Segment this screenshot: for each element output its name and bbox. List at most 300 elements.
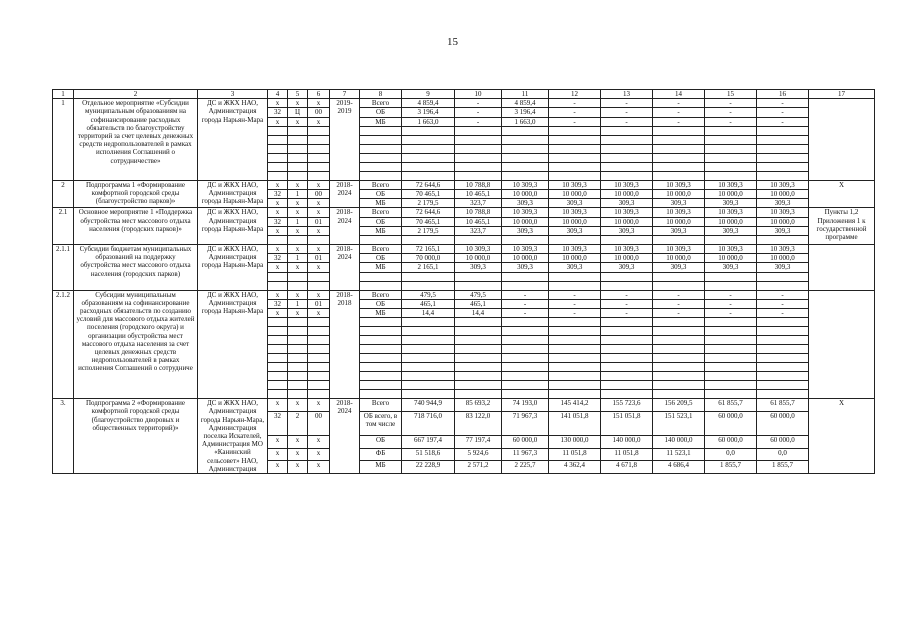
amount-cell: 11 051,8: [549, 448, 601, 461]
code-cell: 01: [308, 299, 330, 308]
funding-source: [360, 126, 402, 135]
amount-cell: [601, 372, 653, 381]
amount-cell: [757, 126, 809, 135]
amount-cell: [455, 327, 502, 336]
code-cell: x: [308, 399, 330, 412]
code-cell: x: [268, 208, 288, 217]
amount-cell: -: [653, 290, 705, 299]
amount-cell: [402, 236, 455, 245]
column-number-header: 9: [402, 90, 455, 99]
amount-cell: [549, 336, 601, 345]
amount-cell: [549, 153, 601, 162]
amount-cell: 10 000,0: [549, 190, 601, 199]
code-cell: 32: [268, 299, 288, 308]
code-cell: [268, 162, 288, 171]
code-cell: [268, 153, 288, 162]
column-number-header: 3: [198, 90, 268, 99]
amount-cell: 10 309,3: [502, 180, 549, 189]
executor-cell: ДС и ЖКХ НАО, Администрация города Нарьян-Мара: [198, 180, 268, 208]
amount-cell: 10 000,0: [705, 254, 757, 263]
funding-source: [360, 272, 402, 281]
funding-source: ОБ: [360, 299, 402, 308]
amount-cell: [549, 363, 601, 372]
code-cell: 32: [268, 190, 288, 199]
code-cell: x: [308, 290, 330, 299]
amount-cell: [601, 126, 653, 135]
code-cell: x: [308, 245, 330, 254]
amount-cell: [601, 390, 653, 399]
table-row: [53, 99, 875, 108]
column-number-header: 4: [268, 90, 288, 99]
code-cell: x: [308, 226, 330, 235]
amount-cell: [502, 153, 549, 162]
code-cell: [288, 363, 308, 372]
funding-source: [360, 336, 402, 345]
amount-cell: 10 000,0: [705, 217, 757, 226]
amount-cell: 10 000,0: [757, 254, 809, 263]
amount-cell: -: [757, 299, 809, 308]
amount-cell: [653, 281, 705, 290]
amount-cell: [502, 390, 549, 399]
code-cell: 1: [288, 299, 308, 308]
amount-cell: 60 000,0: [757, 411, 809, 435]
amount-cell: 10 000,0: [757, 190, 809, 199]
amount-cell: [455, 345, 502, 354]
amount-cell: [705, 281, 757, 290]
note-cell: [809, 99, 875, 181]
amount-cell: 130 000,0: [549, 435, 601, 448]
amount-cell: 309,3: [601, 226, 653, 235]
amount-cell: [653, 354, 705, 363]
amount-cell: 10 000,0: [653, 254, 705, 263]
code-cell: [288, 354, 308, 363]
funding-source: МБ: [360, 199, 402, 208]
amount-cell: 309,3: [705, 226, 757, 235]
code-cell: [268, 236, 288, 245]
code-cell: x: [308, 208, 330, 217]
amount-cell: 70 465,1: [402, 217, 455, 226]
code-cell: x: [268, 309, 288, 318]
amount-cell: 155 723,6: [601, 399, 653, 412]
activity-title: Субсидии бюджетам муниципальных образований на поддержку обустройства мест массового отдыха населения (городских парков): [74, 245, 198, 291]
code-cell: [268, 126, 288, 135]
code-cell: x: [268, 290, 288, 299]
code-cell: 1: [288, 254, 308, 263]
amount-cell: [502, 327, 549, 336]
code-cell: x: [288, 448, 308, 461]
amount-cell: [601, 144, 653, 153]
code-cell: x: [288, 263, 308, 272]
amount-cell: -: [601, 108, 653, 117]
code-cell: 00: [308, 190, 330, 199]
code-cell: [288, 171, 308, 180]
amount-cell: 10 465,1: [455, 217, 502, 226]
amount-cell: [549, 162, 601, 171]
amount-cell: [549, 171, 601, 180]
code-cell: [288, 144, 308, 153]
amount-cell: 309,3: [549, 226, 601, 235]
amount-cell: [653, 272, 705, 281]
amount-cell: 309,3: [502, 199, 549, 208]
amount-cell: 60 000,0: [705, 435, 757, 448]
amount-cell: 10 000,0: [549, 217, 601, 226]
amount-cell: [502, 171, 549, 180]
amount-cell: 309,3: [549, 199, 601, 208]
amount-cell: [705, 372, 757, 381]
code-cell: [288, 281, 308, 290]
amount-cell: 10 309,3: [757, 245, 809, 254]
amount-cell: 74 193,0: [502, 399, 549, 412]
amount-cell: [549, 144, 601, 153]
table-header-row: [53, 90, 875, 99]
column-number-header: 10: [455, 90, 502, 99]
amount-cell: 60 000,0: [757, 435, 809, 448]
amount-cell: 10 309,3: [549, 245, 601, 254]
code-cell: [288, 345, 308, 354]
amount-cell: [757, 372, 809, 381]
amount-cell: [601, 236, 653, 245]
column-number-header: 16: [757, 90, 809, 99]
amount-cell: [757, 153, 809, 162]
funding-source: [360, 327, 402, 336]
amount-cell: 309,3: [601, 263, 653, 272]
amount-cell: 141 051,8: [549, 411, 601, 435]
amount-cell: 140 000,0: [653, 435, 705, 448]
amount-cell: [705, 144, 757, 153]
amount-cell: 10 309,3: [705, 245, 757, 254]
amount-cell: [757, 354, 809, 363]
activity-title: Подпрограмма 2 «Формирование комфортной городской среды (благоустройство дворовых и общественных территорий)»: [74, 399, 198, 474]
amount-cell: 309,3: [653, 199, 705, 208]
budget-table: [52, 89, 875, 474]
amount-cell: [455, 144, 502, 153]
code-cell: [288, 272, 308, 281]
funding-source: МБ: [360, 117, 402, 126]
amount-cell: 465,1: [455, 299, 502, 308]
code-cell: x: [288, 461, 308, 474]
amount-cell: -: [653, 99, 705, 108]
amount-cell: 2 165,1: [402, 263, 455, 272]
amount-cell: 4 859,4: [502, 99, 549, 108]
code-cell: 32: [268, 108, 288, 117]
amount-cell: 10 000,0: [455, 254, 502, 263]
amount-cell: [653, 336, 705, 345]
amount-cell: [705, 135, 757, 144]
amount-cell: -: [705, 99, 757, 108]
amount-cell: 61 855,7: [757, 399, 809, 412]
amount-cell: -: [455, 99, 502, 108]
row-number: 2.1.1: [53, 245, 74, 291]
code-cell: x: [308, 309, 330, 318]
amount-cell: [653, 327, 705, 336]
amount-cell: -: [549, 290, 601, 299]
code-cell: x: [268, 99, 288, 108]
code-cell: x: [288, 290, 308, 299]
amount-cell: [455, 162, 502, 171]
amount-cell: 479,5: [402, 290, 455, 299]
amount-cell: [402, 327, 455, 336]
amount-cell: [455, 354, 502, 363]
amount-cell: -: [601, 290, 653, 299]
amount-cell: -: [601, 299, 653, 308]
amount-cell: [502, 381, 549, 390]
amount-cell: [757, 135, 809, 144]
activity-title: Подпрограмма 1 «Формирование комфортной городской среды (благоустройство парков)»: [74, 180, 198, 208]
amount-cell: [549, 135, 601, 144]
column-number-header: 11: [502, 90, 549, 99]
code-cell: [268, 144, 288, 153]
code-cell: 00: [308, 411, 330, 435]
amount-cell: -: [705, 299, 757, 308]
amount-cell: 10 000,0: [601, 217, 653, 226]
amount-cell: 10 309,3: [502, 245, 549, 254]
amount-cell: [757, 390, 809, 399]
amount-cell: 10 788,8: [455, 180, 502, 189]
amount-cell: 10 309,3: [705, 208, 757, 217]
amount-cell: 465,1: [402, 299, 455, 308]
amount-cell: [549, 390, 601, 399]
amount-cell: [502, 336, 549, 345]
code-cell: 01: [308, 254, 330, 263]
amount-cell: 10 000,0: [601, 190, 653, 199]
amount-cell: 70 465,1: [402, 190, 455, 199]
amount-cell: -: [601, 117, 653, 126]
amount-cell: 1 855,7: [705, 461, 757, 474]
amount-cell: -: [757, 108, 809, 117]
executor-cell: ДС и ЖКХ НАО, Администрация города Нарьян-Мара, Администрация поселка Искателей, Администрация МО «Канинский сельсовет» НАО, Администрация: [198, 399, 268, 474]
amount-cell: [653, 144, 705, 153]
code-cell: [308, 336, 330, 345]
amount-cell: -: [549, 117, 601, 126]
amount-cell: 3 196,4: [402, 108, 455, 117]
code-cell: [268, 381, 288, 390]
funding-source: МБ: [360, 309, 402, 318]
amount-cell: [601, 153, 653, 162]
amount-cell: [455, 372, 502, 381]
amount-cell: [455, 236, 502, 245]
note-cell: X: [809, 180, 875, 208]
amount-cell: 22 228,9: [402, 461, 455, 474]
amount-cell: 309,3: [705, 263, 757, 272]
amount-cell: [549, 345, 601, 354]
amount-cell: 5 924,6: [455, 448, 502, 461]
code-cell: x: [288, 309, 308, 318]
code-cell: [288, 318, 308, 327]
amount-cell: 156 209,5: [653, 399, 705, 412]
amount-cell: 2 179,5: [402, 199, 455, 208]
code-cell: 00: [308, 108, 330, 117]
code-cell: x: [308, 199, 330, 208]
amount-cell: -: [705, 309, 757, 318]
amount-cell: [757, 318, 809, 327]
amount-cell: [549, 354, 601, 363]
funding-source: [360, 390, 402, 399]
code-cell: x: [268, 199, 288, 208]
code-cell: 32: [268, 217, 288, 226]
amount-cell: [601, 135, 653, 144]
amount-cell: [705, 126, 757, 135]
note-cell: [809, 245, 875, 291]
code-cell: [308, 126, 330, 135]
amount-cell: [705, 354, 757, 363]
code-cell: 1: [288, 217, 308, 226]
funding-source: [360, 345, 402, 354]
amount-cell: [455, 381, 502, 390]
code-cell: [268, 336, 288, 345]
table-row: [53, 245, 875, 254]
amount-cell: [549, 126, 601, 135]
amount-cell: [455, 153, 502, 162]
amount-cell: -: [653, 309, 705, 318]
code-cell: [288, 390, 308, 399]
code-cell: x: [288, 226, 308, 235]
code-cell: [308, 372, 330, 381]
amount-cell: 83 122,0: [455, 411, 502, 435]
amount-cell: [549, 272, 601, 281]
amount-cell: [705, 318, 757, 327]
amount-cell: -: [653, 299, 705, 308]
amount-cell: [601, 327, 653, 336]
amount-cell: [601, 171, 653, 180]
funding-source: Всего: [360, 180, 402, 189]
amount-cell: 10 465,1: [455, 190, 502, 199]
amount-cell: [549, 327, 601, 336]
code-cell: x: [288, 180, 308, 189]
amount-cell: -: [705, 290, 757, 299]
amount-cell: -: [502, 299, 549, 308]
amount-cell: [601, 354, 653, 363]
code-cell: 2: [288, 411, 308, 435]
note-cell: Пункты 1,2 Приложения 1 к государственной программе: [809, 208, 875, 245]
amount-cell: 309,3: [757, 226, 809, 235]
row-number: 1: [53, 99, 74, 181]
code-cell: x: [288, 245, 308, 254]
amount-cell: [455, 126, 502, 135]
amount-cell: [402, 272, 455, 281]
amount-cell: 10 309,3: [549, 208, 601, 217]
code-cell: x: [268, 117, 288, 126]
amount-cell: [601, 363, 653, 372]
row-number: 2.1.2: [53, 290, 74, 399]
funding-source: МБ: [360, 226, 402, 235]
amount-cell: [502, 363, 549, 372]
code-cell: [288, 153, 308, 162]
amount-cell: [502, 144, 549, 153]
amount-cell: [705, 345, 757, 354]
amount-cell: -: [653, 117, 705, 126]
amount-cell: 4 859,4: [402, 99, 455, 108]
code-cell: [268, 363, 288, 372]
amount-cell: 4 686,4: [653, 461, 705, 474]
funding-source: ОБ: [360, 217, 402, 226]
funding-source: Всего: [360, 245, 402, 254]
amount-cell: -: [705, 108, 757, 117]
code-cell: x: [308, 448, 330, 461]
amount-cell: [653, 135, 705, 144]
amount-cell: [705, 363, 757, 372]
amount-cell: [402, 126, 455, 135]
amount-cell: [402, 171, 455, 180]
amount-cell: [601, 272, 653, 281]
code-cell: [308, 345, 330, 354]
code-cell: x: [268, 245, 288, 254]
code-cell: [268, 390, 288, 399]
amount-cell: -: [757, 99, 809, 108]
amount-cell: [549, 281, 601, 290]
funding-source: МБ: [360, 461, 402, 474]
period-cell: 2018-2024: [330, 399, 360, 474]
amount-cell: -: [601, 309, 653, 318]
amount-cell: 10 000,0: [502, 190, 549, 199]
amount-cell: [502, 345, 549, 354]
amount-cell: 10 309,3: [653, 180, 705, 189]
amount-cell: [757, 171, 809, 180]
amount-cell: [601, 281, 653, 290]
executor-cell: ДС и ЖКХ НАО, Администрация города Нарьян-Мара: [198, 208, 268, 245]
amount-cell: 10 000,0: [601, 254, 653, 263]
amount-cell: [502, 162, 549, 171]
funding-source: [360, 153, 402, 162]
amount-cell: [653, 345, 705, 354]
amount-cell: [402, 144, 455, 153]
amount-cell: [502, 354, 549, 363]
amount-cell: 309,3: [601, 199, 653, 208]
executor-cell: ДС и ЖКХ НАО, Администрация города Нарьян-Мара: [198, 99, 268, 181]
code-cell: [268, 354, 288, 363]
column-number-header: 7: [330, 90, 360, 99]
code-cell: [308, 381, 330, 390]
code-cell: [268, 318, 288, 327]
amount-cell: [653, 390, 705, 399]
amount-cell: -: [653, 108, 705, 117]
code-cell: x: [288, 208, 308, 217]
amount-cell: [601, 345, 653, 354]
activity-title: Отдельное мероприятие «Субсидии муниципальным образованиям на софинансирование расходных обязательств по благоустройству территорий за счет целевых денежных средств недропользователей в рамках исполнения Соглашений о сотрудничестве»: [74, 99, 198, 181]
amount-cell: [502, 318, 549, 327]
amount-cell: 51 518,6: [402, 448, 455, 461]
code-cell: [308, 327, 330, 336]
code-cell: [308, 135, 330, 144]
period-cell: 2019-2019: [330, 99, 360, 181]
code-cell: [268, 272, 288, 281]
note-cell: X: [809, 399, 875, 474]
amount-cell: [402, 372, 455, 381]
code-cell: [308, 236, 330, 245]
amount-cell: 10 309,3: [601, 208, 653, 217]
amount-cell: 60 000,0: [502, 435, 549, 448]
amount-cell: 10 309,3: [705, 180, 757, 189]
amount-cell: -: [455, 117, 502, 126]
code-cell: x: [268, 461, 288, 474]
amount-cell: [757, 236, 809, 245]
amount-cell: 2 571,2: [455, 461, 502, 474]
amount-cell: 323,7: [455, 199, 502, 208]
code-cell: 32: [268, 254, 288, 263]
amount-cell: 10 309,3: [757, 180, 809, 189]
code-cell: [308, 162, 330, 171]
amount-cell: [705, 272, 757, 281]
amount-cell: 151 523,1: [653, 411, 705, 435]
amount-cell: 71 967,3: [502, 411, 549, 435]
funding-source: [360, 236, 402, 245]
code-cell: x: [268, 435, 288, 448]
amount-cell: [502, 236, 549, 245]
code-cell: x: [268, 180, 288, 189]
funding-source: [360, 354, 402, 363]
funding-source: [360, 162, 402, 171]
amount-cell: [402, 390, 455, 399]
amount-cell: 1 663,0: [402, 117, 455, 126]
